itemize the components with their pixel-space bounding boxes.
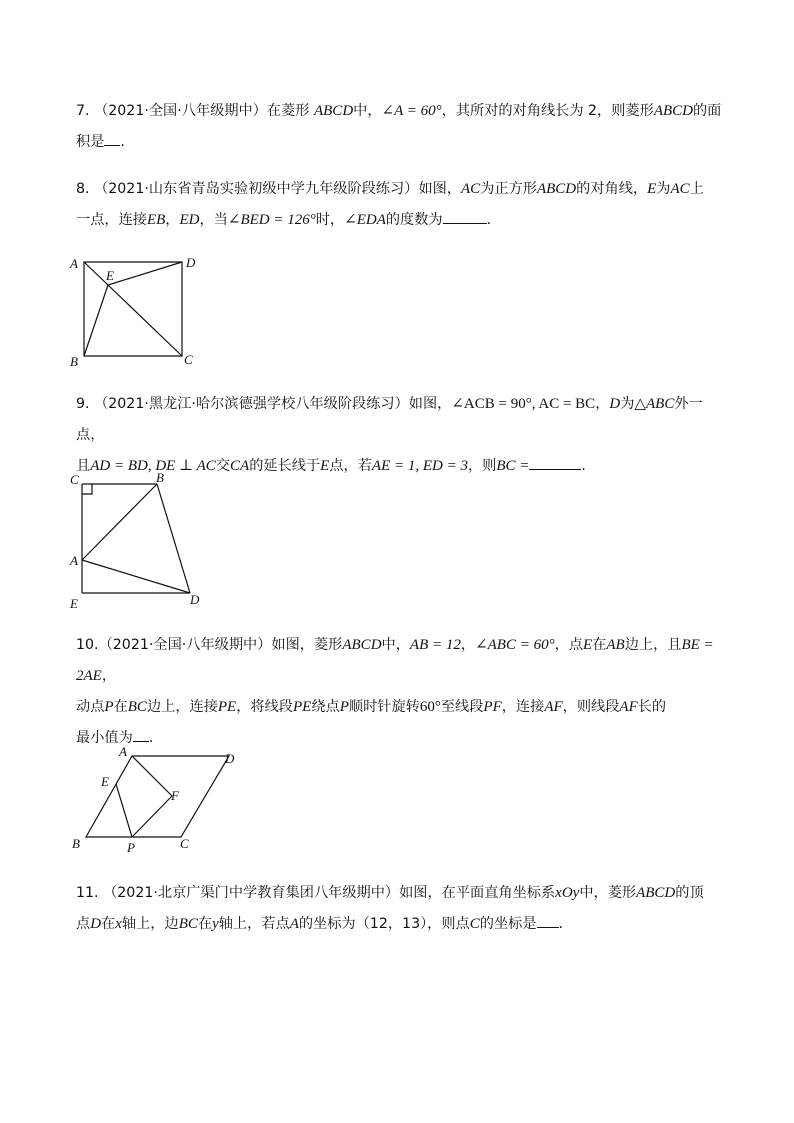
math: ED — [179, 212, 200, 228]
text: ， — [460, 637, 476, 653]
math: ∠BED = 126° — [227, 212, 316, 228]
question-number: 8. — [76, 181, 90, 197]
label-e: E — [101, 774, 109, 789]
text: 为 — [620, 396, 635, 412]
answer-blank[interactable] — [529, 455, 581, 470]
text: 的对角线， — [576, 181, 648, 197]
diagonal-ac — [84, 262, 182, 356]
label-b: B — [70, 354, 78, 369]
question-8 — [76, 174, 726, 236]
text: 边上，连接 — [146, 699, 218, 715]
segment-ed — [108, 262, 182, 285]
math: CA — [230, 458, 250, 474]
text: 在 — [197, 916, 213, 932]
label-d: D — [186, 255, 196, 270]
label-f: F — [171, 788, 179, 803]
label-d: D — [225, 751, 235, 766]
text: 为正方形 — [480, 181, 537, 197]
text: 在 — [592, 637, 607, 653]
answer-blank[interactable] — [133, 727, 149, 742]
math: y — [212, 916, 219, 932]
text: ，则线段 — [562, 699, 620, 715]
text: 在 — [113, 699, 128, 715]
math: BC — [127, 699, 147, 715]
text: 最小值为 — [76, 730, 133, 746]
math: △ABC — [634, 396, 675, 412]
answer-blank[interactable] — [537, 913, 559, 928]
text: 且 — [76, 458, 91, 474]
label-b: B — [156, 470, 164, 485]
math: 60° — [419, 699, 441, 715]
math: P — [104, 699, 114, 715]
text: 的坐标为（12，13），则点 — [298, 916, 470, 932]
figure-q8-square — [64, 250, 214, 370]
label-d: D — [190, 592, 200, 607]
math: D — [90, 916, 102, 932]
math: AF — [619, 699, 638, 715]
text: 积是 — [76, 134, 105, 150]
question-number: 10. — [76, 637, 99, 653]
math: ∠EDA — [344, 212, 386, 228]
rhombus-abcd — [86, 756, 229, 837]
math: ABCD — [636, 885, 676, 901]
text: 点，若 — [329, 458, 372, 474]
text: 轴上，边 — [121, 916, 179, 932]
text: 至线段 — [440, 699, 484, 715]
math: A — [289, 916, 299, 932]
text: 点 — [76, 916, 91, 932]
right-angle-mark — [82, 484, 92, 494]
math: P — [339, 699, 349, 715]
text: 上 — [689, 181, 704, 197]
text: 动点 — [76, 699, 105, 715]
text: 如图，在平面直角坐标系 — [399, 885, 556, 901]
math: AF — [544, 699, 563, 715]
question-10 — [76, 630, 726, 754]
text: 为 — [656, 181, 671, 197]
math: ∠ACB = 90°, AC = BC — [451, 396, 596, 412]
math: AB — [606, 637, 625, 653]
math: PE — [217, 699, 237, 715]
math: ABCD — [342, 637, 382, 653]
math: BE = 2AE — [76, 637, 714, 684]
math: ABCD — [653, 103, 693, 119]
text: ，当 — [199, 212, 228, 228]
question-number: 11. — [76, 885, 99, 901]
math: AE = 1, ED = 3 — [371, 458, 468, 474]
segment-ab — [82, 484, 157, 560]
question-number: 7. — [76, 103, 90, 119]
figure-q9-quadrilateral — [62, 466, 212, 614]
math: E — [320, 458, 330, 474]
math: PF — [483, 699, 502, 715]
question-source: （2021·山东省青岛实验初级中学九年级阶段练习） — [94, 181, 419, 197]
text: ，点 — [554, 637, 583, 653]
math: ABCD — [536, 181, 577, 197]
text: 如图， — [418, 181, 462, 197]
text: 边上，且 — [624, 637, 682, 653]
text: 在菱形 — [266, 103, 310, 119]
math: AC — [461, 181, 481, 197]
text: 时， — [315, 212, 345, 228]
label-c: C — [180, 836, 189, 851]
question-source: （2021·黑龙江·哈尔滨德强学校八年级阶段练习） — [94, 396, 409, 412]
label-a: A — [70, 256, 78, 271]
figure-q10-rhombus — [64, 742, 254, 858]
text: ， — [165, 212, 180, 228]
math: E — [583, 637, 593, 653]
text: ，其所对的对角线长为 2，则菱形 — [441, 103, 654, 119]
math: ∠ABC = 60° — [475, 637, 555, 653]
text: 的延长线于 — [249, 458, 321, 474]
question-source: （2021·全国·八年级期中） — [98, 637, 272, 653]
text: 轴上，若点 — [218, 916, 290, 932]
question-number: 9. — [76, 396, 90, 412]
math: AB = 12 — [409, 637, 461, 653]
math: D — [609, 396, 621, 412]
math: xOy — [555, 885, 580, 901]
label-c: C — [70, 472, 79, 487]
question-11 — [76, 878, 726, 940]
math: BC — [178, 916, 198, 932]
label-c: C — [184, 352, 193, 367]
label-e: E — [70, 596, 78, 611]
text: 外一点， — [76, 396, 703, 443]
text: ，连接 — [501, 699, 545, 715]
text: . — [120, 134, 125, 150]
text: 的坐标是 — [479, 916, 537, 932]
math: E — [647, 181, 657, 197]
question-7 — [76, 96, 726, 158]
segment-pf — [132, 796, 172, 837]
segment-ep — [116, 784, 132, 837]
text: 如图， — [408, 396, 452, 412]
question-source: （2021·全国·八年级期中） — [94, 103, 267, 119]
math: AC — [670, 181, 690, 197]
text: 中，菱形 — [579, 885, 637, 901]
math: x — [115, 916, 122, 932]
label-p: P — [127, 840, 135, 855]
math: AD = BD, DE ⊥ AC — [90, 458, 216, 474]
label-e: E — [106, 268, 114, 283]
text: ， — [101, 668, 117, 684]
text: 长的 — [637, 699, 667, 715]
text: ，则 — [467, 458, 497, 474]
text: . — [486, 212, 492, 228]
text: 一点，连接 — [76, 212, 147, 228]
math: C — [469, 916, 480, 932]
math: ABCD — [313, 103, 354, 119]
text: 绕点 — [311, 699, 340, 715]
segment-eb — [84, 285, 108, 356]
text: 中， — [381, 637, 410, 653]
math: BC = — [496, 458, 530, 474]
segment-bd — [157, 484, 190, 593]
text: 如图，菱形 — [271, 637, 343, 653]
text: . — [581, 458, 586, 474]
segment-ad — [82, 560, 190, 593]
answer-blank[interactable] — [443, 209, 487, 224]
math: EB — [146, 212, 166, 228]
text: 的度数为 — [385, 212, 443, 228]
text: 的顶 — [675, 885, 704, 901]
answer-blank[interactable] — [104, 131, 120, 146]
text: 交 — [215, 458, 231, 474]
text: 顺时针旋转 — [348, 699, 420, 715]
label-a: A — [119, 744, 127, 759]
text: 中， — [353, 103, 382, 119]
text: 的面 — [692, 103, 722, 119]
text: ， — [595, 396, 610, 412]
segment-af — [132, 756, 172, 796]
text: ，将线段 — [236, 699, 293, 715]
question-source: （2021·北京广渠门中学教育集团八年级期中） — [103, 885, 400, 901]
text: 在 — [101, 916, 116, 932]
math: ∠A = 60° — [381, 103, 442, 119]
label-b: B — [72, 836, 80, 851]
math: PE — [292, 699, 312, 715]
text: . — [558, 916, 564, 932]
label-a: A — [70, 553, 78, 568]
text: . — [148, 730, 154, 746]
